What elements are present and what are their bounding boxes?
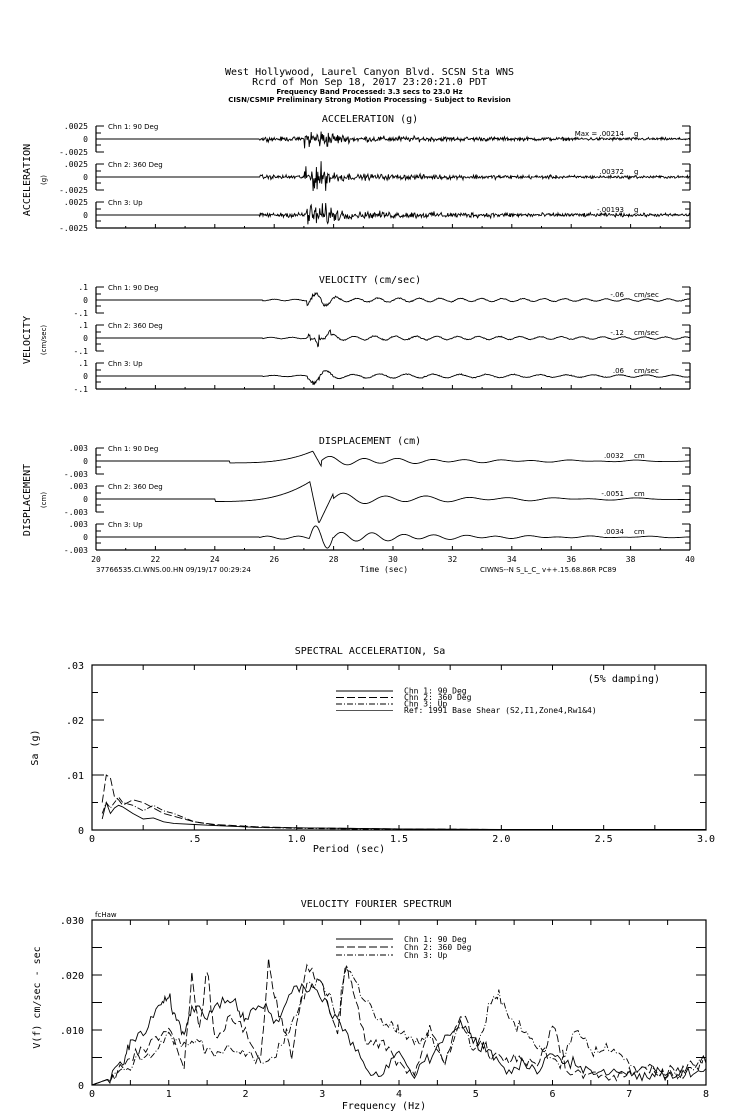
station-title: West Hollywood, Laurel Canyon Blvd. SCSN Sta WNS — [225, 67, 514, 78]
y-tick-label: .010 — [59, 1026, 84, 1037]
y-tick-label: .003 — [68, 520, 88, 529]
y-tick-label: 0 — [83, 533, 88, 542]
channel-label: Chn 3: Up — [108, 199, 143, 207]
fourier-series — [92, 984, 706, 1085]
panel-title: ACCELERATION (g) — [321, 114, 419, 125]
channel-max-value: -.0051 — [601, 490, 624, 498]
channel-label: Chn 1: 90 Deg — [108, 445, 159, 453]
x-tick-label: 2 — [242, 1089, 249, 1100]
channel-max-value: -.06 — [610, 291, 624, 299]
channel-max-value: -.12 — [610, 329, 624, 337]
x-axis-label: Period (sec) — [312, 844, 386, 855]
y-axis-label: VELOCITY — [22, 315, 33, 365]
channel-label: Chn 2: 360 Deg — [108, 483, 163, 491]
x-tick-label: 20 — [91, 555, 101, 564]
waveform-trace — [96, 330, 690, 347]
chart-title: SPECTRAL ACCELERATION, Sa — [294, 646, 446, 657]
waveform-trace — [96, 293, 690, 306]
y-tick-label: -.003 — [63, 508, 88, 517]
legend-label: Chn 2: 360 Deg — [404, 693, 472, 702]
y-axis-label: Sa (g) — [30, 729, 41, 766]
channel-max-value: -.00193 — [596, 206, 624, 214]
x-tick-label: 32 — [447, 555, 458, 564]
x-tick-label: 38 — [625, 555, 636, 564]
x-tick-label: 7 — [626, 1089, 633, 1100]
channel-label: Chn 2: 360 Deg — [108, 322, 163, 330]
legend-label: Chn 3: Up — [404, 951, 448, 960]
channel-label: Chn 2: 360 Deg — [108, 161, 163, 169]
y-axis-units: (g) — [40, 175, 48, 185]
channel-unit: cm/sec — [634, 367, 659, 375]
y-tick-label: 0 — [83, 334, 88, 343]
plot-frame — [92, 665, 706, 830]
y-axis-label: ACCELERATION — [22, 143, 33, 217]
x-tick-label: 1.5 — [389, 834, 409, 845]
legend-label: Chn 3: Up — [404, 699, 448, 709]
y-tick-label: .020 — [59, 971, 84, 982]
channel-unit: g — [634, 130, 639, 138]
channel-unit: cm — [634, 452, 645, 460]
x-tick-label: 26 — [269, 555, 280, 564]
x-tick-label: 36 — [566, 555, 577, 564]
channel-max-value: .0034 — [603, 528, 624, 536]
y-tick-label: 0 — [83, 296, 88, 305]
x-tick-label: 0 — [88, 834, 96, 845]
processing-note: CISN/CSMIP Preliminary Strong Motion Processing - Subject to Revision — [228, 96, 511, 104]
channel-unit: cm/sec — [634, 291, 659, 299]
channel-label: Chn 1: 90 Deg — [108, 123, 159, 131]
y-tick-label: .1 — [78, 359, 88, 368]
y-axis-label: V(f) cm/sec - sec — [32, 946, 43, 1049]
y-tick-label: -.1 — [73, 385, 88, 394]
y-axis-label: DISPLACEMENT — [22, 463, 33, 537]
x-tick-label: .5 — [188, 834, 201, 845]
x-tick-label: 3.0 — [696, 834, 716, 845]
waveform-trace — [96, 482, 690, 523]
y-tick-label: .1 — [78, 321, 88, 330]
y-tick-label: 0 — [77, 1081, 84, 1092]
panel-title: VELOCITY (cm/sec) — [318, 275, 422, 286]
legend-label: Chn 1: 90 Deg — [404, 686, 467, 696]
x-tick-label: 30 — [388, 555, 398, 564]
channel-max-value: .0032 — [603, 452, 624, 460]
x-axis-label: Frequency (Hz) — [341, 1101, 427, 1112]
plot-frame — [92, 920, 706, 1085]
channel-max-value: .06 — [612, 367, 624, 375]
y-tick-label: .03 — [65, 661, 84, 672]
y-tick-label: .0025 — [63, 198, 88, 207]
corner-label: fcHaw — [95, 911, 117, 919]
y-tick-label: -.003 — [63, 546, 88, 555]
x-tick-label: 1 — [165, 1089, 172, 1100]
x-axis-label: Time (sec) — [359, 565, 409, 574]
channel-max-value: Max = .00214 — [574, 130, 624, 138]
y-tick-label: .003 — [68, 482, 88, 491]
y-tick-label: -.0025 — [59, 224, 88, 233]
x-tick-label: 0 — [88, 1089, 96, 1100]
channel-label: Chn 3: Up — [108, 521, 143, 529]
spectrum-series — [102, 803, 706, 830]
y-tick-label: .030 — [59, 916, 84, 927]
y-tick-label: 0 — [83, 457, 88, 466]
x-tick-label: 34 — [506, 555, 517, 564]
x-tick-label: 40 — [685, 555, 695, 564]
footer-processing-id: CIWNS--N S_L_C_ v++.15.68.86R PC89 — [480, 566, 617, 574]
channel-unit: cm/sec — [634, 329, 659, 337]
y-tick-label: 0 — [83, 495, 88, 504]
y-tick-label: -.0025 — [59, 186, 88, 195]
x-tick-label: 1.0 — [287, 834, 306, 845]
channel-unit: g — [634, 206, 639, 214]
waveform-trace — [96, 161, 690, 191]
channel-unit: g — [634, 168, 639, 176]
x-tick-label: 28 — [328, 555, 339, 564]
frequency-band: Frequency Band Processed: 3.3 secs to 23.0 Hz — [276, 88, 463, 96]
x-tick-label: 8 — [702, 1089, 710, 1100]
x-tick-label: 2.5 — [594, 834, 613, 845]
legend-label: Chn 2: 360 Deg — [404, 943, 472, 952]
y-tick-label: -.1 — [73, 309, 88, 318]
x-tick-label: 22 — [150, 555, 161, 564]
y-tick-label: .003 — [68, 444, 88, 453]
y-tick-label: .0025 — [63, 122, 88, 131]
y-axis-units: (cm) — [40, 491, 48, 509]
x-tick-label: 5 — [472, 1089, 479, 1100]
y-tick-label: .0025 — [63, 160, 88, 169]
channel-unit: cm — [634, 490, 645, 498]
x-tick-label: 2.0 — [492, 834, 511, 845]
damping-annotation: (5% damping) — [587, 674, 660, 685]
y-tick-label: .1 — [78, 283, 88, 292]
y-tick-label: .02 — [65, 716, 84, 727]
y-tick-label: .01 — [65, 771, 84, 782]
y-tick-label: 0 — [83, 372, 88, 381]
waveform-trace — [96, 371, 690, 385]
x-tick-label: 4 — [395, 1089, 403, 1100]
legend-label: Ref: 1991 Base Shear (S2,I1,Zone4,Rw1&4) — [404, 706, 597, 715]
chart-title: VELOCITY FOURIER SPECTRUM — [300, 899, 452, 910]
waveform-trace — [96, 451, 690, 466]
y-tick-label: 0 — [77, 826, 84, 837]
panel-title: DISPLACEMENT (cm) — [318, 436, 422, 447]
fourier-series — [92, 958, 706, 1085]
y-tick-label: 0 — [83, 173, 88, 182]
y-tick-label: -.003 — [63, 470, 88, 479]
y-axis-units: (cm/sec) — [40, 324, 48, 356]
x-tick-label: 6 — [549, 1089, 556, 1100]
channel-max-value: .00372 — [599, 168, 624, 176]
y-tick-label: 0 — [83, 135, 88, 144]
x-tick-label: 3 — [319, 1089, 326, 1100]
waveform-trace — [96, 526, 690, 548]
y-tick-label: -.1 — [73, 347, 88, 356]
footer-record-id: 37766535.CI.WNS.00.HN 09/19/17 00:29:24 — [96, 566, 251, 574]
y-tick-label: -.0025 — [59, 148, 88, 157]
y-tick-label: 0 — [83, 211, 88, 220]
channel-label: Chn 3: Up — [108, 360, 143, 368]
legend-label: Chn 1: 90 Deg — [404, 935, 467, 944]
record-title: Rcrd of Mon Sep 18, 2017 23:20:21.0 PDT — [252, 77, 487, 88]
channel-unit: cm — [634, 528, 645, 536]
channel-label: Chn 1: 90 Deg — [108, 284, 159, 292]
x-tick-label: 24 — [209, 555, 220, 564]
